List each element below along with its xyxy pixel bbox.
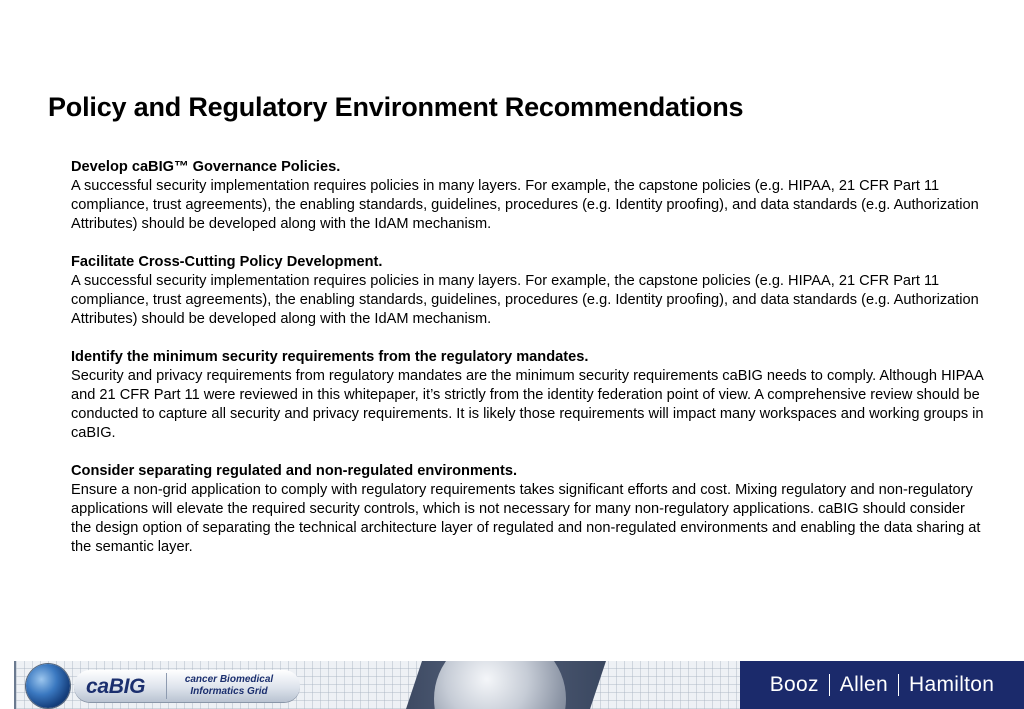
recommendation-section [71,348,986,443]
cabig-logo: caBIG [86,675,146,698]
footer-banner [0,661,1024,709]
section-heading: Facilitate Cross-Cutting Policy Development. [71,254,383,270]
globe-icon [26,664,70,708]
logo-divider [166,673,167,699]
company-name-part: Allen [839,673,888,696]
footer-grid-background [14,661,744,709]
section-body: Ensure a non-grid application to comply with regulatory requirements takes significant efforts and cost. Mixing regulatory and non-regulatory applications will elevate the required security controls, which is not necessary for many non-regulatory applications. caBIG should consider the design option of separating the technical architecture layer of regulated and non-regulated environments and enabling the data sharing at the semantic layer. [71,482,981,555]
section-heading: Consider separating regulated and non-regulated environments. [71,463,517,479]
company-logo-separator [829,674,830,696]
cabig-tagline-line1: cancer Biomedical [184,674,274,685]
section-heading: Develop caBIG™ Governance Policies. [71,159,341,175]
recommendations-content [71,158,986,576]
cabig-tagline-line2: Informatics Grid [190,686,268,697]
recommendation-section [71,158,986,234]
company-name-part: Hamilton [909,673,995,696]
recommendation-section [71,253,986,329]
section-heading: Identify the minimum security requirements from the regulatory mandates. [71,349,589,365]
company-logo-separator [898,674,899,696]
section-body: A successful security implementation requires policies in many layers. For example, the capstone policies (e.g. HIPAA, 21 CFR Part 11 compliance, trust agreements), the enabling standards, guidelines, procedures (e.g. Identity proofing), and data standards (e.g. Authorization Attributes) should be developed along with the IdAM mechanism. [71,178,979,232]
company-name-part: Booz [769,673,819,696]
slide-title: Policy and Regulatory Environment Recommendations [48,92,744,122]
world-globe-icon [434,661,566,709]
recommendation-section [71,462,986,557]
cabig-tagline [174,674,284,698]
company-logo [740,661,1024,709]
section-body: Security and privacy requirements from regulatory mandates are the minimum security requirements caBIG needs to comply. Although HIPAA and 21 CFR Part 11 were reviewed in this whitepaper, it’s strictly from the identity federation point of view. A comprehensive review should be conducted to capture all security and privacy requirements. It is likely those requirements will impact many workspaces and working groups in caBIG. [71,368,984,441]
section-body: A successful security implementation requires policies in many layers. For example, the capstone policies (e.g. HIPAA, 21 CFR Part 11 compliance, trust agreements), the enabling standards, guidelines, procedures (e.g. Identity proofing), and data standards (e.g. Authorization Attributes) should be developed along with the IdAM mechanism. [71,273,979,327]
